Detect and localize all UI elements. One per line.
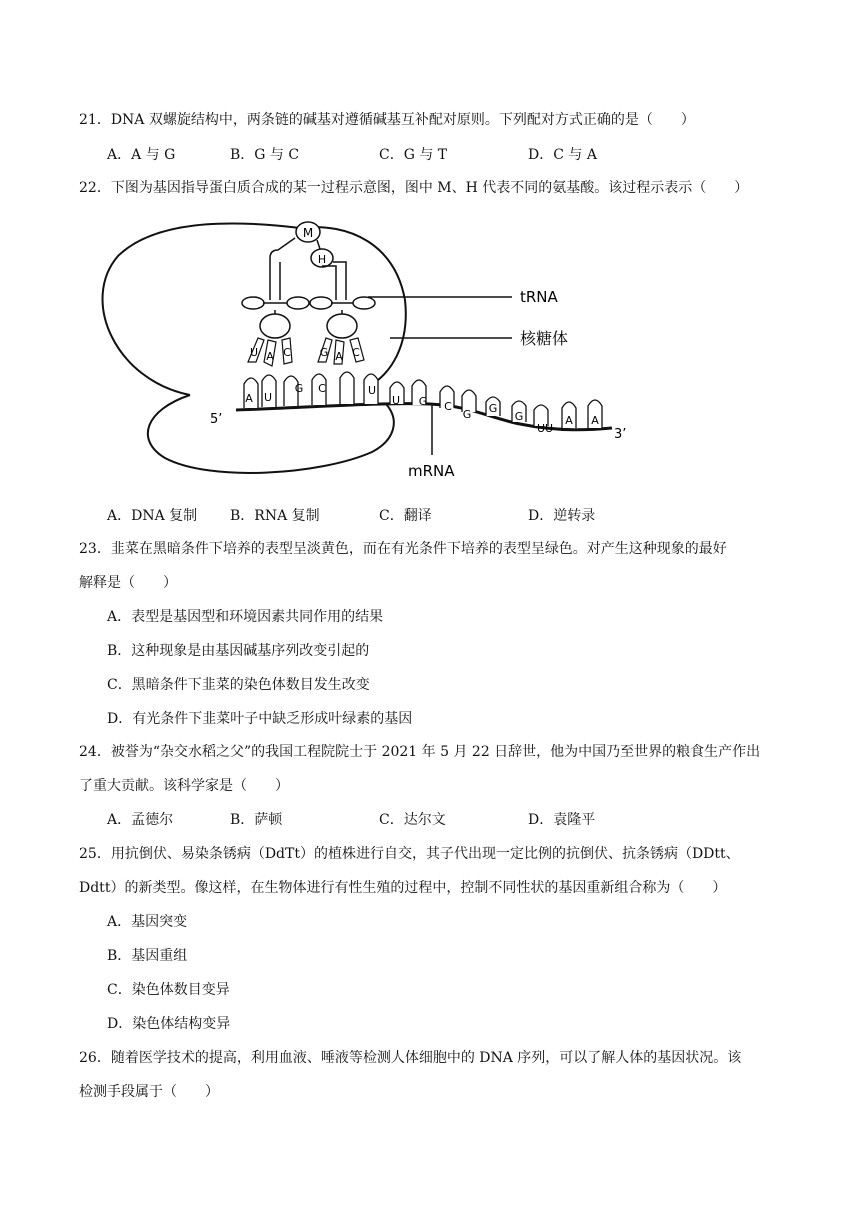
svg-text:G: G <box>319 346 329 359</box>
q22-option-b: B．RNA 复制 <box>230 508 320 524</box>
q24-option-d: D．袁隆平 <box>528 812 596 828</box>
q24-option-b: B．萨顿 <box>230 812 283 828</box>
q25-option-a: A．基因突变 <box>107 914 188 930</box>
q22-option-c: C．翻译 <box>379 508 432 524</box>
svg-text:A: A <box>591 414 599 427</box>
svg-text:U: U <box>249 346 259 359</box>
svg-text:A: A <box>266 350 274 363</box>
svg-text:C: C <box>352 346 360 359</box>
mrna-bases <box>244 372 602 435</box>
svg-text:C: C <box>283 346 291 359</box>
q25-stem-line2: Ddtt）的新类型。像这样，在生物体进行有性生殖的过程中，控制不同性状的基因重新组合称为（ ） <box>79 880 727 896</box>
q23-stem-line2: 解释是（ ） <box>79 575 177 591</box>
q22-option-a: A．DNA 复制 <box>107 508 198 524</box>
q25-stem-line1: 25．用抗倒伏、易染条锈病（DdTt）的植株进行自交，其子代出现一定比例的抗倒伏、抗条锈病（DDtt、 <box>79 846 740 862</box>
svg-text:A: A <box>245 392 253 405</box>
svg-text:C: C <box>444 400 452 413</box>
svg-text:G: G <box>514 410 524 423</box>
q23-option-b: B．这种现象是由基因碱基序列改变引起的 <box>107 643 370 659</box>
svg-text:C: C <box>318 382 326 395</box>
q23-stem-line1: 23．韭菜在黑暗条件下培养的表型呈淡黄色，而在有光条件下培养的表型呈绿色。对产生这种现象的最好 <box>79 541 727 557</box>
q24-option-c: C．达尔文 <box>379 812 446 828</box>
q21-option-b: B．G 与 C <box>230 147 300 163</box>
amino-acid-m-label: M <box>302 226 314 240</box>
q24-option-a: A．孟德尔 <box>107 812 174 828</box>
q22-stem: 22．下图为基因指导蛋白质合成的某一过程示意图，图中 M、H 代表不同的氨基酸。该过程示表示（ ） <box>79 180 749 196</box>
svg-text:G: G <box>462 408 472 421</box>
trna2-stalk <box>322 266 336 300</box>
label-3-prime: 3’ <box>614 427 627 442</box>
q25-option-b: B．基因重组 <box>107 948 188 964</box>
q25-option-c: C．染色体数目变异 <box>107 982 230 998</box>
trna-2 <box>310 297 375 364</box>
svg-text:U: U <box>391 394 401 407</box>
q26-stem-line2: 检测手段属于（ ） <box>79 1084 219 1100</box>
svg-text:U: U <box>367 384 377 397</box>
q21-option-c: C．G 与 T <box>379 147 448 163</box>
svg-text:U: U <box>263 391 273 404</box>
q21-option-d: D．C 与 A <box>528 147 597 163</box>
q23-option-a: A．表型是基因型和环境因素共同作用的结果 <box>107 609 384 625</box>
svg-text:G: G <box>418 395 428 408</box>
translation-diagram <box>90 215 650 490</box>
trna-1 <box>242 297 309 366</box>
svg-text:A: A <box>335 350 343 363</box>
q24-stem-line2: 了重大贡献。该科学家是（ ） <box>79 778 289 794</box>
q22-option-d: D．逆转录 <box>528 508 596 524</box>
svg-text:G: G <box>294 382 304 395</box>
label-mrna: mRNA <box>408 462 455 480</box>
svg-text:G: G <box>488 402 498 415</box>
label-5-prime: 5’ <box>210 412 223 427</box>
trna1-stalk <box>270 238 295 300</box>
q25-option-d: D．染色体结构变异 <box>107 1016 231 1032</box>
svg-text:A: A <box>565 414 573 427</box>
svg-text:U: U <box>544 422 554 435</box>
svg-text:U: U <box>536 422 546 435</box>
amino-acid-h-label: H <box>317 253 327 266</box>
q23-option-c: C．黑暗条件下韭菜的染色体数目发生改变 <box>107 677 370 693</box>
q24-stem-line1: 24．被誉为“杂交水稻之父”的我国工程院院士于 2021 年 5 月 22 日辞世，他为中国乃至世界的粮食生产作出 <box>79 744 761 760</box>
q21-stem: 21．DNA 双螺旋结构中，两条链的碱基对遵循碱基互补配对原则。下列配对方式正确的是（ ） <box>79 112 695 128</box>
q21-option-a: A．A 与 G <box>107 147 176 163</box>
label-ribosome: 核糖体 <box>520 329 569 348</box>
q23-option-d: D．有光条件下韭菜叶子中缺乏形成叶绿素的基因 <box>107 711 413 727</box>
label-trna: tRNA <box>520 288 558 306</box>
q26-stem-line1: 26．随着医学技术的提高，利用血液、唾液等检测人体细胞中的 DNA 序列，可以了解人体的基因状况。该 <box>79 1050 742 1066</box>
